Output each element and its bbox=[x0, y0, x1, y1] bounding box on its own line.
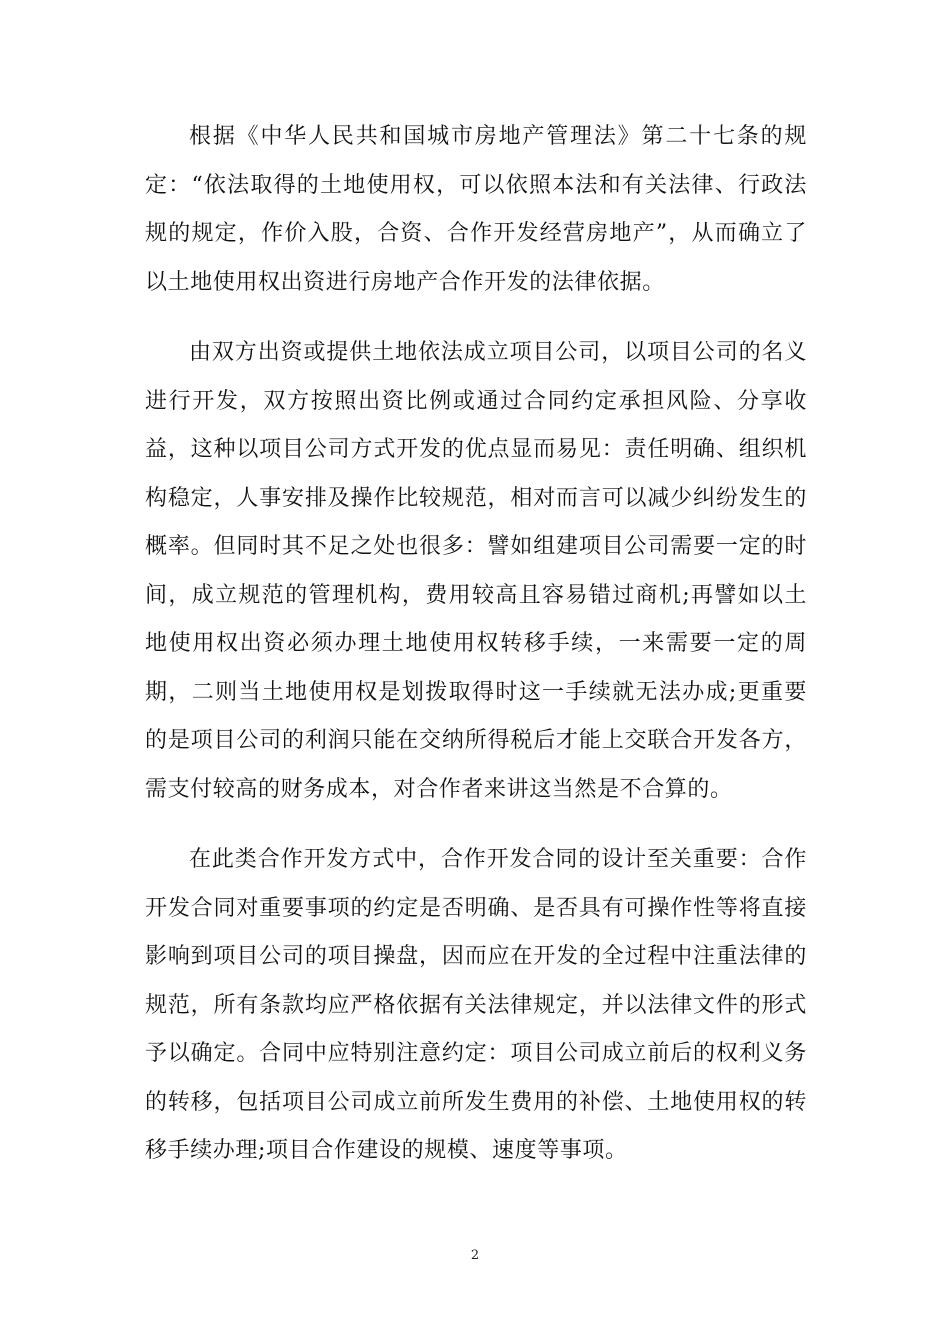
paragraph-2: 由双方出资或提供土地依法成立项目公司，以项目公司的名义进行开发，双方按照出资比例或通过合同约定承担风险、分享收益，这种以项目公司方式开发的优点显而易见：责任明确、组织机构稳定，人事安排及操作比较规范，相对而言可以减少纠纷发生的概率。但同时其不足之处也很多：譬如组建项目公司需要一定的时间，成立规范的管理机构，费用较高且容易错过商机;再譬如以土地使用权出资必须办理土地使用权转移手续，一来需要一定的周期，二则当土地使用权是划拨取得时这一手续就无法办成;更重要的是项目公司的利润只能在交纳所得税后才能上交联合开发各方，需支付较高的财务成本，对合作者来讲这当然是不合算的。 bbox=[145, 340, 807, 802]
document-body bbox=[145, 113, 807, 1176]
page-number: 2 bbox=[470, 1248, 480, 1263]
paragraph-3: 在此类合作开发方式中，合作开发合同的设计至关重要：合作开发合同对重要事项的约定是否明确、是否具有可操作性等将直接影响到项目公司的项目操盘，因而应在开发的全过程中注重法律的规范，所有条款均应严格依据有关法律规定，并以法律文件的形式予以确定。合同中应特别注意约定：项目公司成立前后的权利义务的转移，包括项目公司成立前所发生费用的补偿、土地使用权的转移手续办理;项目合作建设的规模、速度等事项。 bbox=[145, 847, 807, 1163]
paragraph-1: 根据《中华人民共和国城市房地产管理法》第二十七条的规定：“依法取得的土地使用权，可以依照本法和有关法律、行政法规的规定，作价入股，合资、合作开发经营房地产”，从而确立了以土地使用权出资进行房地产合作开发的法律依据。 bbox=[145, 124, 807, 295]
